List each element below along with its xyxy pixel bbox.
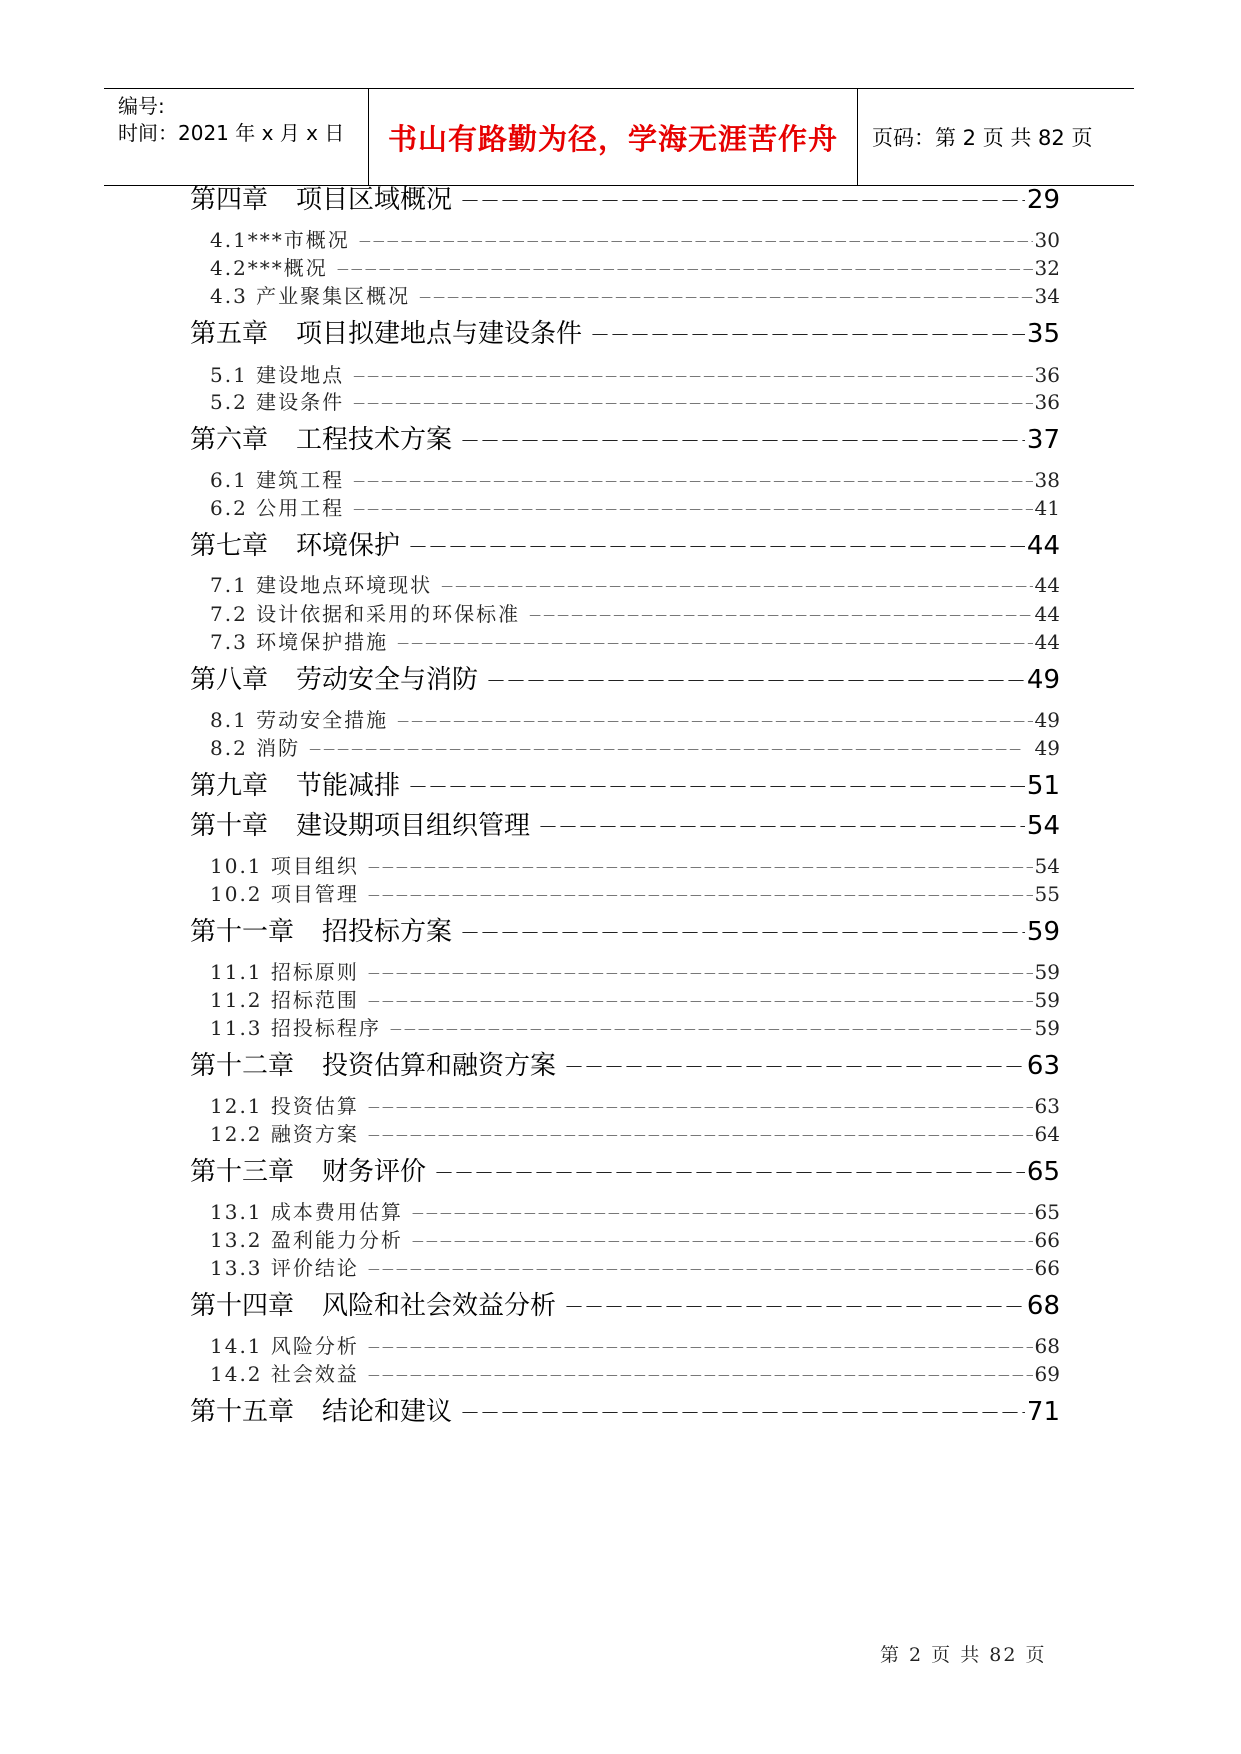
- toc-page-number: 63: [1034, 1094, 1060, 1118]
- toc-page-number: 38: [1034, 468, 1060, 492]
- toc-entry-title: 招投标方案: [322, 917, 453, 947]
- toc-entry-title: 14.2 社会效益: [210, 1362, 359, 1386]
- toc-entry-title: 8.2 消防: [210, 736, 301, 760]
- toc-section-entry[interactable]: [210, 852, 1060, 880]
- toc-entry-title: 5.2 建设条件: [210, 390, 345, 414]
- toc-entry-title: 11.3 招投标程序: [210, 1016, 381, 1040]
- toc-entry-title: 14.1 风险分析: [210, 1334, 359, 1358]
- toc-chapter-entry[interactable]: [190, 528, 1060, 564]
- toc-leader-dashes: [411, 1226, 1033, 1257]
- toc-leader-dashes: [396, 706, 1032, 737]
- toc-page-number: 49: [1034, 708, 1060, 732]
- toc-leader-dashes: [408, 768, 1025, 805]
- toc-entry-title: 项目拟建地点与建设条件: [296, 319, 583, 349]
- toc-page-number: 51: [1026, 771, 1060, 801]
- toc-page-number: 44: [1034, 602, 1060, 626]
- toc-section-entry[interactable]: [210, 361, 1060, 389]
- toc-page-number: 71: [1026, 1397, 1060, 1427]
- toc-page-number: 44: [1026, 531, 1060, 561]
- toc-page-number: 68: [1034, 1334, 1060, 1358]
- toc-entry-title: 10.1 项目组织: [210, 854, 359, 878]
- toc-section-entry[interactable]: [210, 1360, 1060, 1388]
- toc-section-entry[interactable]: [210, 388, 1060, 416]
- toc-page-number: 66: [1034, 1256, 1060, 1280]
- page-code: 页码：第 2 页 共 82 页: [872, 126, 1093, 150]
- toc-entry-title: 13.1 成本费用估算: [210, 1200, 403, 1224]
- toc-entry-title: 5.1 建设地点: [210, 363, 345, 387]
- toc-entry-title: 7.1 建设地点环境现状: [210, 573, 433, 597]
- toc-entry-title: 7.3 环境保护措施: [210, 630, 389, 654]
- toc-section-entry[interactable]: [210, 466, 1060, 494]
- toc-entry-title: 风险和社会效益分析: [322, 1291, 557, 1321]
- toc-leader-dashes: [418, 282, 1032, 313]
- toc-leader-dashes: [460, 182, 1025, 219]
- toc-chapter-entry[interactable]: [190, 422, 1060, 458]
- toc-page-number: 36: [1034, 390, 1060, 414]
- toc-entry-title: 13.2 盈利能力分析: [210, 1228, 403, 1252]
- toc-page-number: 29: [1026, 185, 1060, 215]
- toc-page-number: 66: [1034, 1228, 1060, 1252]
- toc-page-number: 44: [1034, 630, 1060, 654]
- toc-entry-title: 12.2 融资方案: [210, 1122, 359, 1146]
- toc-page-number: 65: [1026, 1157, 1060, 1187]
- toc-leader-dashes: [408, 528, 1025, 565]
- toc-leader-dashes: [352, 494, 1032, 525]
- toc-leader-dashes: [538, 808, 1025, 845]
- toc-leader-dashes: [460, 914, 1025, 951]
- toc-page-number: 34: [1034, 284, 1060, 308]
- toc-leader-dashes: [367, 852, 1033, 883]
- toc-section-entry[interactable]: [210, 1198, 1060, 1226]
- header-doc-info: [104, 89, 368, 185]
- slogan: 书山有路勤为径，学海无涯苦作舟: [387, 121, 838, 156]
- doc-time-label: 时间：2021 年 x 月 x 日: [118, 121, 345, 145]
- toc-chapter-entry[interactable]: [190, 1048, 1060, 1084]
- toc-leader-dashes: [367, 986, 1033, 1017]
- toc-section-entry[interactable]: [210, 1120, 1060, 1148]
- toc-page-number: 63: [1026, 1051, 1060, 1081]
- toc-entry-title: 投资估算和融资方案: [322, 1051, 557, 1081]
- header-page-cell: [858, 89, 1134, 185]
- toc-leader-dashes: [367, 1092, 1033, 1123]
- toc-page-number: 44: [1034, 573, 1060, 597]
- toc-entry-title: 11.2 招标范围: [210, 988, 359, 1012]
- toc-leader-dashes: [358, 226, 1033, 257]
- toc-section-entry[interactable]: [210, 1014, 1060, 1042]
- toc-page-number: 35: [1026, 319, 1060, 349]
- toc-entry-title: 项目区域概况: [296, 185, 453, 215]
- toc-leader-dashes: [564, 1288, 1025, 1325]
- toc-entry-title: 10.2 项目管理: [210, 882, 359, 906]
- toc-entry-title: 工程技术方案: [296, 425, 453, 455]
- toc-leader-dashes: [367, 1360, 1033, 1391]
- toc-leader-dashes: [352, 466, 1032, 497]
- toc-leader-dashes: [590, 316, 1025, 353]
- toc-leader-dashes: [460, 1394, 1025, 1431]
- toc-page-number: 36: [1034, 363, 1060, 387]
- toc-chapter-number: 第七章: [190, 531, 269, 561]
- toc-leader-dashes: [367, 1120, 1033, 1151]
- toc-leader-dashes: [486, 662, 1025, 699]
- toc-section-entry[interactable]: [210, 706, 1060, 734]
- toc-entry-title: 12.1 投资估算: [210, 1094, 359, 1118]
- toc-chapter-number: 第九章: [190, 771, 269, 801]
- toc-leader-dashes: [564, 1048, 1025, 1085]
- toc-entry-title: 环境保护: [296, 531, 401, 561]
- toc-section-entry[interactable]: [210, 494, 1060, 522]
- toc-chapter-entry[interactable]: [190, 662, 1060, 698]
- toc-leader-dashes: [367, 880, 1033, 911]
- toc-page-number: 54: [1026, 811, 1060, 841]
- toc-chapter-entry[interactable]: [190, 768, 1060, 804]
- toc-chapter-number: 第十一章: [190, 917, 295, 947]
- toc-chapter-number: 第五章: [190, 319, 269, 349]
- toc-leader-dashes: [396, 628, 1032, 659]
- toc-section-entry[interactable]: [210, 958, 1060, 986]
- toc-chapter-entry[interactable]: [190, 1288, 1060, 1324]
- toc-entry-title: 建设期项目组织管理: [296, 811, 531, 841]
- toc-page-number: 64: [1034, 1122, 1060, 1146]
- toc-entry-title: 节能减排: [296, 771, 401, 801]
- toc-entry-title: 4.1***市概况: [210, 228, 350, 252]
- toc-leader-dashes: [460, 422, 1025, 459]
- toc-chapter-number: 第十章: [190, 811, 269, 841]
- toc-page-number: 32: [1034, 256, 1060, 280]
- toc-chapter-entry[interactable]: [190, 808, 1060, 844]
- toc-page-number: 49: [1034, 736, 1060, 760]
- toc-entry-title: 8.1 劳动安全措施: [210, 708, 389, 732]
- toc-section-entry[interactable]: [210, 254, 1060, 282]
- toc-page-number: 59: [1034, 1016, 1060, 1040]
- toc-chapter-entry[interactable]: [190, 316, 1060, 352]
- toc-entry-title: 财务评价: [322, 1157, 427, 1187]
- toc-leader-dashes: [367, 958, 1033, 989]
- toc-section-entry[interactable]: [210, 628, 1060, 656]
- toc-page-number: 37: [1026, 425, 1060, 455]
- page-header: [104, 88, 1134, 186]
- toc-chapter-number: 第十五章: [190, 1397, 295, 1427]
- doc-number-label: 编号:: [118, 94, 165, 118]
- toc-page-number: 65: [1034, 1200, 1060, 1224]
- toc-page-number: 69: [1034, 1362, 1060, 1386]
- toc-chapter-entry[interactable]: [190, 1154, 1060, 1190]
- toc-section-entry[interactable]: [210, 880, 1060, 908]
- toc-entry-title: 6.2 公用工程: [210, 496, 345, 520]
- toc-entry-title: 结论和建议: [322, 1397, 453, 1427]
- toc-entry-title: 劳动安全与消防: [296, 665, 479, 695]
- toc-leader-dashes: [367, 1254, 1033, 1285]
- toc-page-number: 41: [1034, 496, 1060, 520]
- toc-section-entry[interactable]: [210, 571, 1060, 599]
- toc-chapter-number: 第十二章: [190, 1051, 295, 1081]
- toc-leader-dashes: [336, 254, 1033, 285]
- toc-leader-dashes: [367, 1332, 1033, 1363]
- toc-page-number: 55: [1034, 882, 1060, 906]
- toc-entry-title: 4.3 产业聚集区概况: [210, 284, 411, 308]
- toc-section-entry[interactable]: [210, 986, 1060, 1014]
- toc-section-entry[interactable]: [210, 226, 1060, 254]
- toc-section-entry[interactable]: [210, 1226, 1060, 1254]
- toc-page-number: 54: [1034, 854, 1060, 878]
- toc-section-entry[interactable]: [210, 734, 1060, 762]
- toc-entry-title: 11.1 招标原则: [210, 960, 359, 984]
- toc-chapter-entry[interactable]: [190, 182, 1060, 218]
- toc-section-entry[interactable]: [210, 600, 1060, 628]
- toc-chapter-entry[interactable]: [190, 1394, 1060, 1430]
- toc-leader-dashes: [528, 600, 1032, 631]
- toc-leader-dashes: [352, 388, 1032, 419]
- toc-page-number: 59: [1034, 988, 1060, 1012]
- toc-entry-title: 6.1 建筑工程: [210, 468, 345, 492]
- toc-leader-dashes: [440, 571, 1032, 602]
- toc-entry-title: 4.2***概况: [210, 256, 328, 280]
- toc-page-number: 68: [1026, 1291, 1060, 1321]
- toc-chapter-entry[interactable]: [190, 914, 1060, 950]
- toc-section-entry[interactable]: [210, 1254, 1060, 1282]
- header-slogan-cell: [368, 89, 858, 185]
- page-footer: 第 2 页 共 82 页: [880, 1644, 1047, 1666]
- toc-chapter-number: 第四章: [190, 185, 269, 215]
- toc-chapter-number: 第十四章: [190, 1291, 295, 1321]
- toc-page-number: 59: [1034, 960, 1060, 984]
- toc-leader-dashes: [389, 1014, 1033, 1045]
- toc-page-number: 30: [1034, 228, 1060, 252]
- toc-leader-dashes: [411, 1198, 1033, 1229]
- toc-chapter-number: 第八章: [190, 665, 269, 695]
- toc-chapter-number: 第十三章: [190, 1157, 295, 1187]
- toc-entry-title: 7.2 设计依据和采用的环保标准: [210, 602, 521, 626]
- toc-section-entry[interactable]: [210, 282, 1060, 310]
- toc-section-entry[interactable]: [210, 1332, 1060, 1360]
- toc-page-number: 59: [1026, 917, 1060, 947]
- toc-entry-title: 13.3 评价结论: [210, 1256, 359, 1280]
- toc-chapter-number: 第六章: [190, 425, 269, 455]
- toc-section-entry[interactable]: [210, 1092, 1060, 1120]
- toc-leader-dashes: [434, 1154, 1025, 1191]
- toc-leader-dashes: [308, 734, 1032, 765]
- toc-page-number: 49: [1026, 665, 1060, 695]
